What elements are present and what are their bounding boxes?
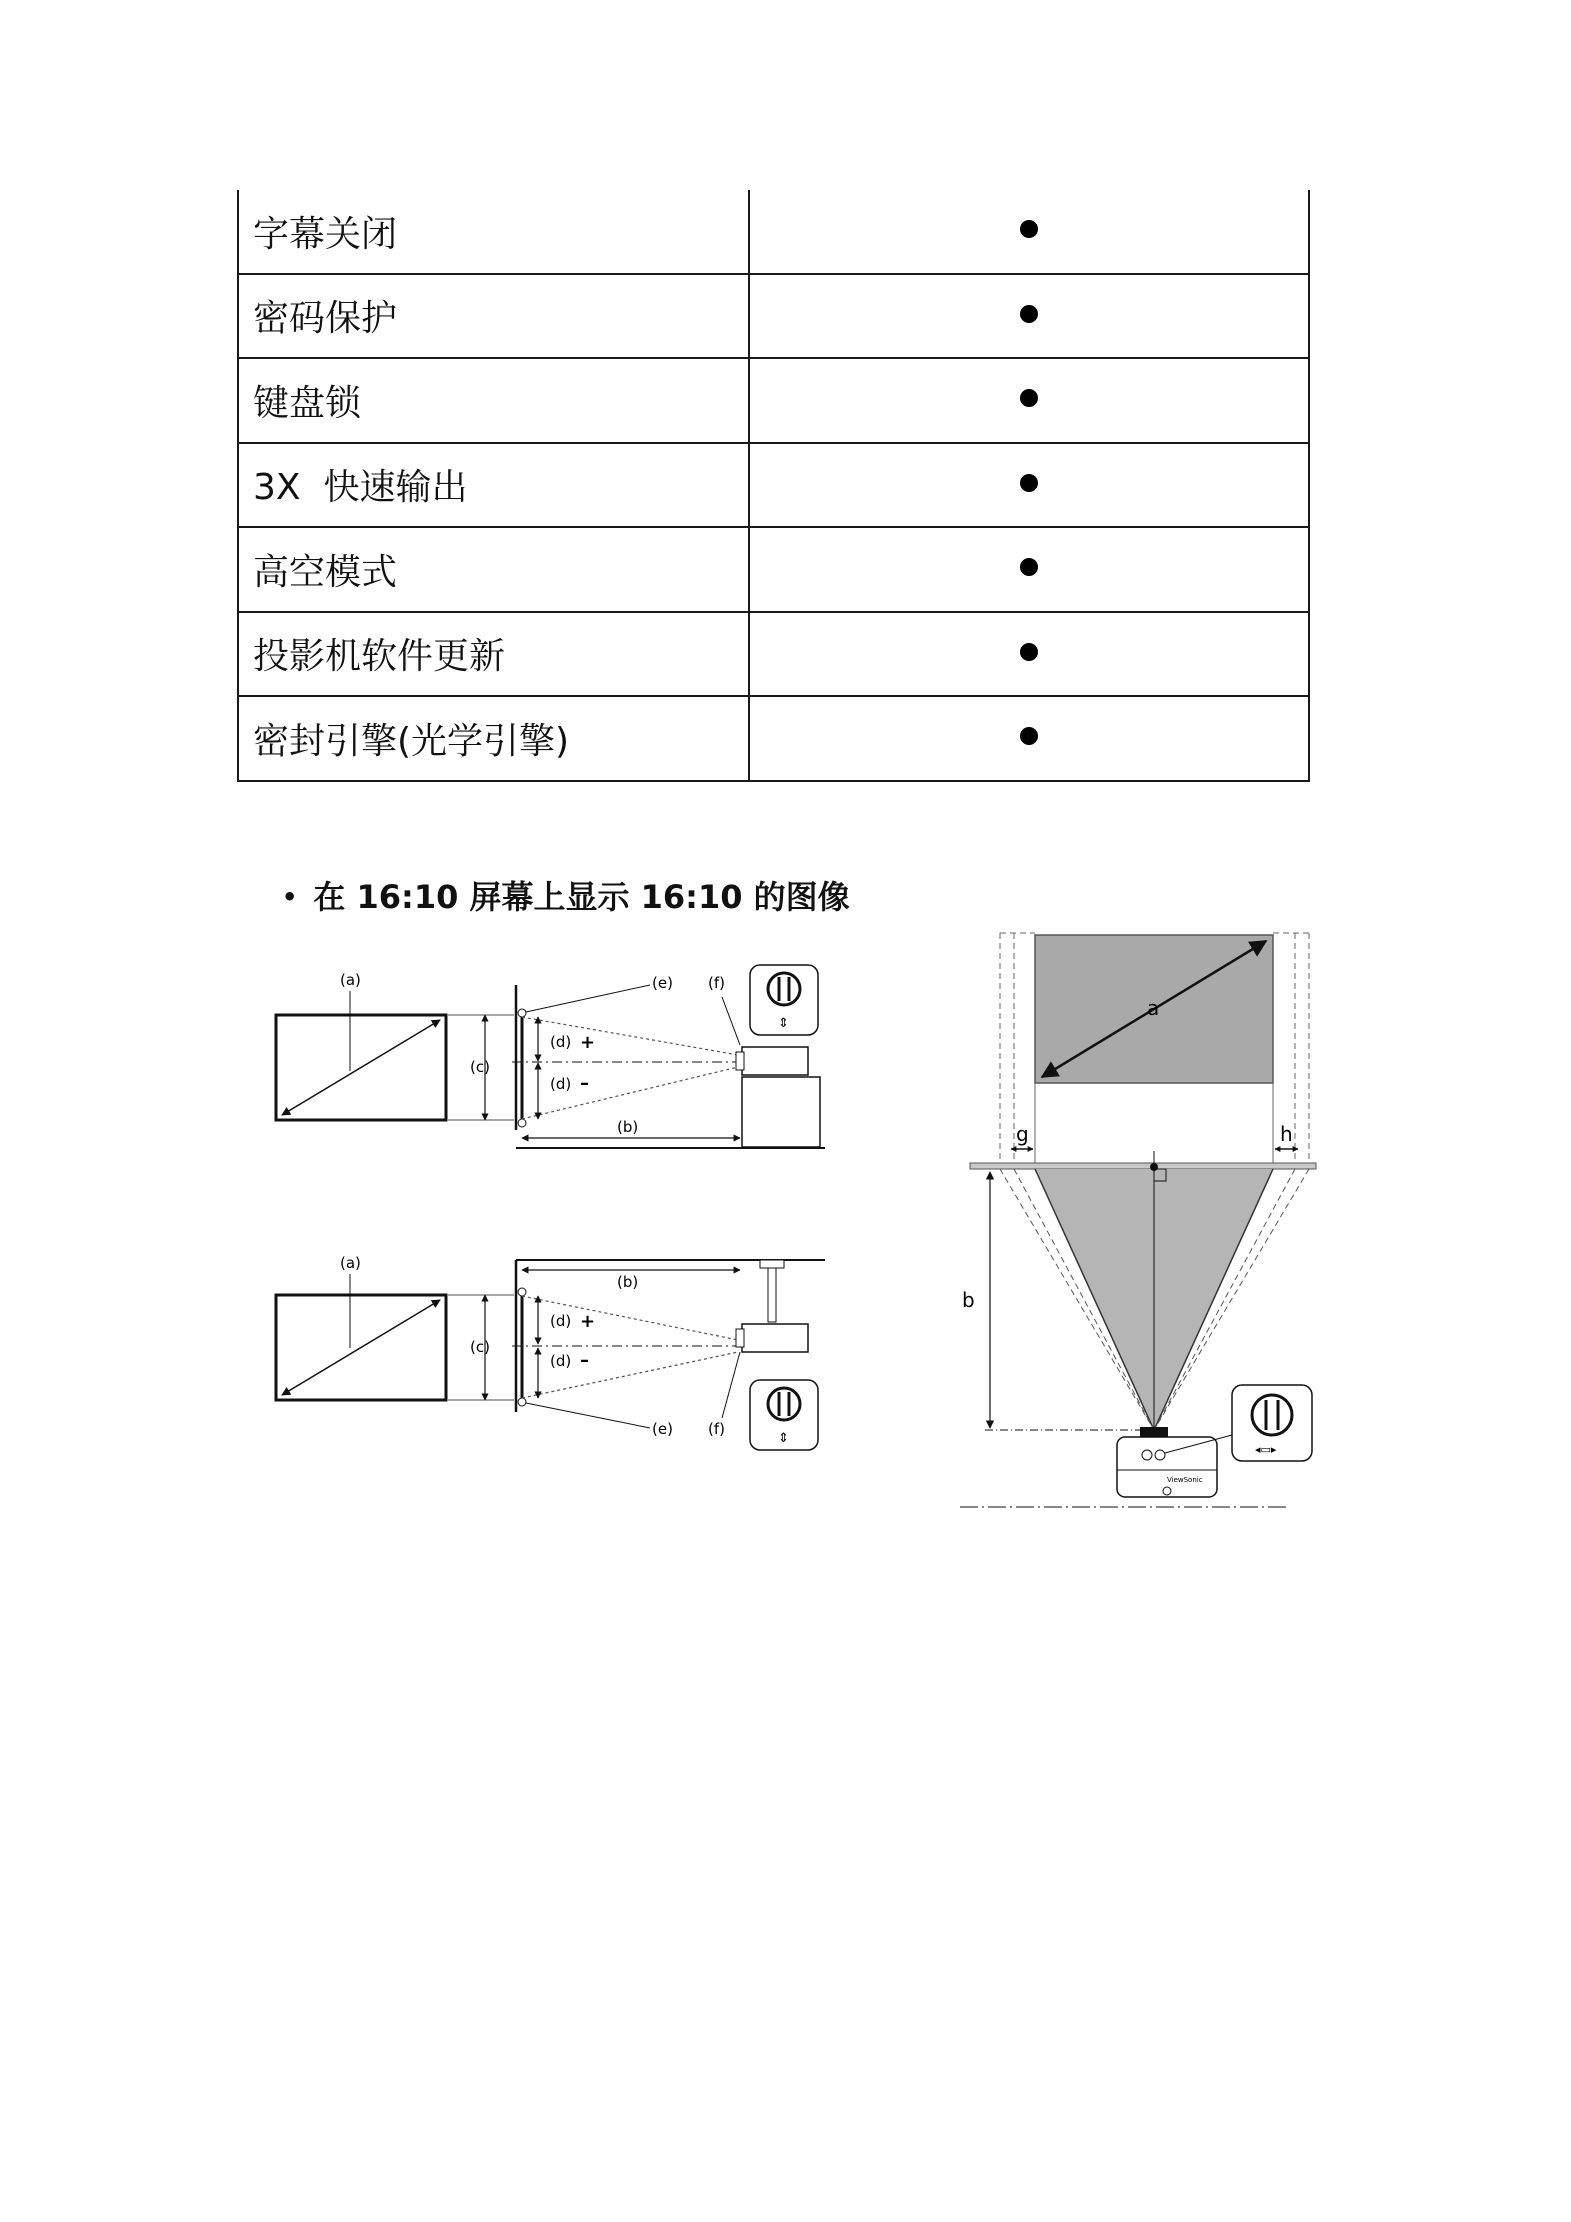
label-c: (c): [470, 1338, 490, 1356]
label-h: h: [1280, 1122, 1293, 1146]
projector-front-view: [1117, 1437, 1217, 1497]
support-dot-icon: [1020, 220, 1038, 238]
section-title: 在 16:10 屏幕上显示 16:10 的图像: [313, 878, 850, 916]
label-b: b: [962, 1288, 975, 1312]
support-mark: [749, 527, 1309, 612]
label-c: (c): [470, 1058, 490, 1076]
table: [742, 1077, 820, 1147]
projector: [742, 1047, 808, 1075]
brand-logo: ViewSonic: [1167, 1476, 1203, 1484]
table-row: [238, 612, 1309, 697]
table-row: [238, 443, 1309, 528]
label-a: (a): [340, 971, 361, 989]
label-d-minus: (d): [550, 1075, 572, 1093]
floor-install-diagram: [270, 955, 830, 1170]
support-dot-icon: [1020, 389, 1038, 407]
feature-name: 高空模式: [238, 527, 749, 612]
bullet-icon: •: [282, 883, 298, 911]
support-mark: [749, 696, 1309, 781]
label-f: (f): [708, 974, 725, 992]
svg-text:–: –: [580, 1073, 589, 1094]
table-row: [238, 358, 1309, 443]
support-mark: [749, 190, 1309, 274]
support-dot-icon: [1020, 474, 1038, 492]
support-dot-icon: [1020, 727, 1038, 745]
label-d-minus: (d): [550, 1352, 572, 1370]
label-d-plus: (d): [550, 1033, 572, 1051]
feature-name: 密封引擎(光学引擎): [238, 696, 749, 781]
support-dot-icon: [1020, 305, 1038, 323]
ceiling-install-diagram: [270, 1240, 830, 1455]
support-mark: [749, 358, 1309, 443]
support-mark: [749, 612, 1309, 697]
svg-text:⇕: ⇕: [778, 1016, 789, 1031]
feature-name: 键盘锁: [238, 358, 749, 443]
svg-text:◂▭▸: ◂▭▸: [1255, 1443, 1277, 1456]
label-f: (f): [708, 1420, 725, 1438]
label-a: a: [1147, 996, 1160, 1020]
ceiling-mount: [768, 1260, 776, 1322]
lens-shift-knob-icon: [750, 965, 818, 1035]
table-row: [238, 274, 1309, 359]
svg-text:–: –: [580, 1350, 589, 1371]
top-view-diagram: [960, 925, 1320, 1515]
label-e: (e): [652, 974, 673, 992]
label-a: (a): [340, 1254, 361, 1272]
label-b: (b): [617, 1273, 639, 1291]
svg-text:⇕: ⇕: [778, 1431, 789, 1446]
support-dot-icon: [1020, 643, 1038, 661]
svg-text:+: +: [580, 1032, 596, 1053]
feature-name: 3X 快速输出: [238, 443, 749, 528]
svg-text:+: +: [580, 1311, 596, 1332]
label-g: g: [1016, 1122, 1029, 1146]
label-b: (b): [617, 1118, 639, 1136]
wall: [970, 1163, 1316, 1169]
feature-table: [237, 190, 1310, 782]
support-mark: [749, 274, 1309, 359]
section-heading: [282, 872, 850, 918]
support-dot-icon: [1020, 558, 1038, 576]
table-row: [238, 190, 1309, 274]
feature-name: 密码保护: [238, 274, 749, 359]
table-row: [238, 696, 1309, 781]
lens-shift-knob-icon: [750, 1380, 818, 1450]
feature-name: 投影机软件更新: [238, 612, 749, 697]
label-e: (e): [652, 1420, 673, 1438]
support-mark: [749, 443, 1309, 528]
table-row: [238, 527, 1309, 612]
horizontal-lens-shift-knob-icon: [1232, 1385, 1312, 1461]
feature-name: 字幕关闭: [238, 190, 749, 274]
projector: [742, 1324, 808, 1352]
label-d-plus: (d): [550, 1312, 572, 1330]
